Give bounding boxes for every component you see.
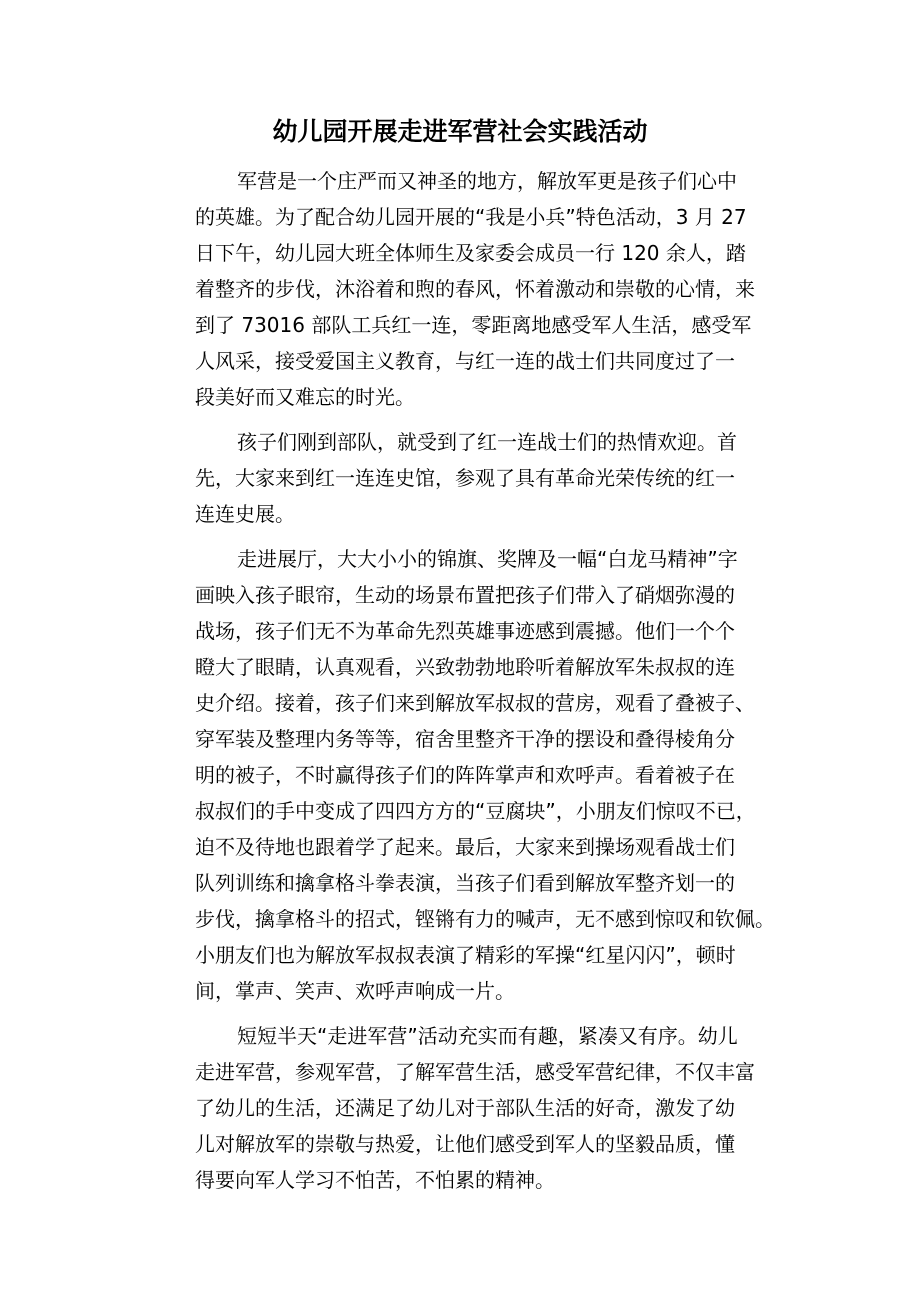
- paragraph-line: 先，大家来到红一连连史馆，参观了具有革命光荣传统的红一: [195, 466, 735, 490]
- paragraph-line: 日下午，幼儿园大班全体师生及家委会成员一行 120 余人，踏: [195, 241, 746, 265]
- paragraph-line: 小朋友们也为解放军叔叔表演了精彩的军操“红星闪闪”，顿时: [195, 943, 736, 967]
- paragraph-4: [195, 1018, 780, 1198]
- paragraph-line: 到了 73016 部队工兵红一连，零距离地感受军人生活，感受军: [195, 313, 752, 337]
- paragraph-line: 儿对解放军的崇敬与热爱，让他们感受到军人的坚毅品质，懂: [195, 1132, 735, 1156]
- paragraph-line: 穿军装及整理内务等等，宿舍里整齐干净的摆设和叠得棱角分: [195, 727, 735, 751]
- paragraph-line: 短短半天“走进军营”活动充实而有趣，紧凑又有序。幼儿: [237, 1024, 738, 1048]
- paragraph-line: 叔叔们的手中变成了四四方方的“豆腐块”，小朋友们惊叹不已，: [195, 799, 756, 823]
- paragraph-line: 迫不及待地也跟着学了起来。最后，大家来到操场观看战士们: [195, 835, 735, 859]
- paragraph-line: 的英雄。为了配合幼儿园开展的“我是小兵”特色活动，3 月 27: [195, 205, 747, 229]
- paragraph-line: 队列训练和擒拿格斗拳表演，当孩子们看到解放军整齐划一的: [195, 871, 735, 895]
- paragraph-line: 走进军营，参观军营，了解军营生活，感受军营纪律，不仅丰富: [195, 1060, 755, 1084]
- paragraph-line: 人风采，接受爱国主义教育，与红一连的战士们共同度过了一: [195, 349, 735, 373]
- document-title: 幼儿园开展走进军营社会实践活动: [272, 117, 648, 146]
- paragraph-line: 段美好而又难忘的时光。: [195, 385, 415, 409]
- paragraph-line: 史介绍。接着，孩子们来到解放军叔叔的营房，观看了叠被子、: [195, 691, 755, 715]
- document-body: [195, 163, 780, 1207]
- paragraph-line: 着整齐的步伐，沐浴着和煦的春风，怀着激动和崇敬的心情，来: [195, 277, 755, 301]
- paragraph-line: 得要向军人学习不怕苦，不怕累的精神。: [195, 1168, 555, 1192]
- paragraph-2: [195, 424, 780, 532]
- paragraph-3: [195, 541, 780, 1009]
- paragraph-line: 瞪大了眼睛，认真观看，兴致勃勃地聆听着解放军朱叔叔的连: [195, 655, 735, 679]
- paragraph-line: 了幼儿的生活，还满足了幼儿对于部队生活的好奇，激发了幼: [195, 1096, 735, 1120]
- paragraph-line: 战场，孩子们无不为革命先烈英雄事迹感到震撼。他们一个个: [195, 619, 735, 643]
- paragraph-line: 连连史展。: [195, 502, 295, 526]
- paragraph-1: [195, 163, 780, 415]
- paragraph-line: 孩子们刚到部队，就受到了红一连战士们的热情欢迎。首: [237, 430, 737, 454]
- paragraph-line: 步伐，擒拿格斗的招式，铿锵有力的喊声，无不感到惊叹和钦佩。: [195, 907, 775, 931]
- paragraph-line: 明的被子，不时赢得孩子们的阵阵掌声和欢呼声。看着被子在: [195, 763, 735, 787]
- paragraph-line: 军营是一个庄严而又神圣的地方，解放军更是孩子们心中: [237, 169, 737, 193]
- paragraph-line: 间，掌声、笑声、欢呼声响成一片。: [195, 979, 515, 1003]
- paragraph-line: 画映入孩子眼帘，生动的场景布置把孩子们带入了硝烟弥漫的: [195, 583, 735, 607]
- paragraph-line: 走进展厅，大大小小的锦旗、奖牌及一幅“白龙马精神”字: [237, 547, 738, 571]
